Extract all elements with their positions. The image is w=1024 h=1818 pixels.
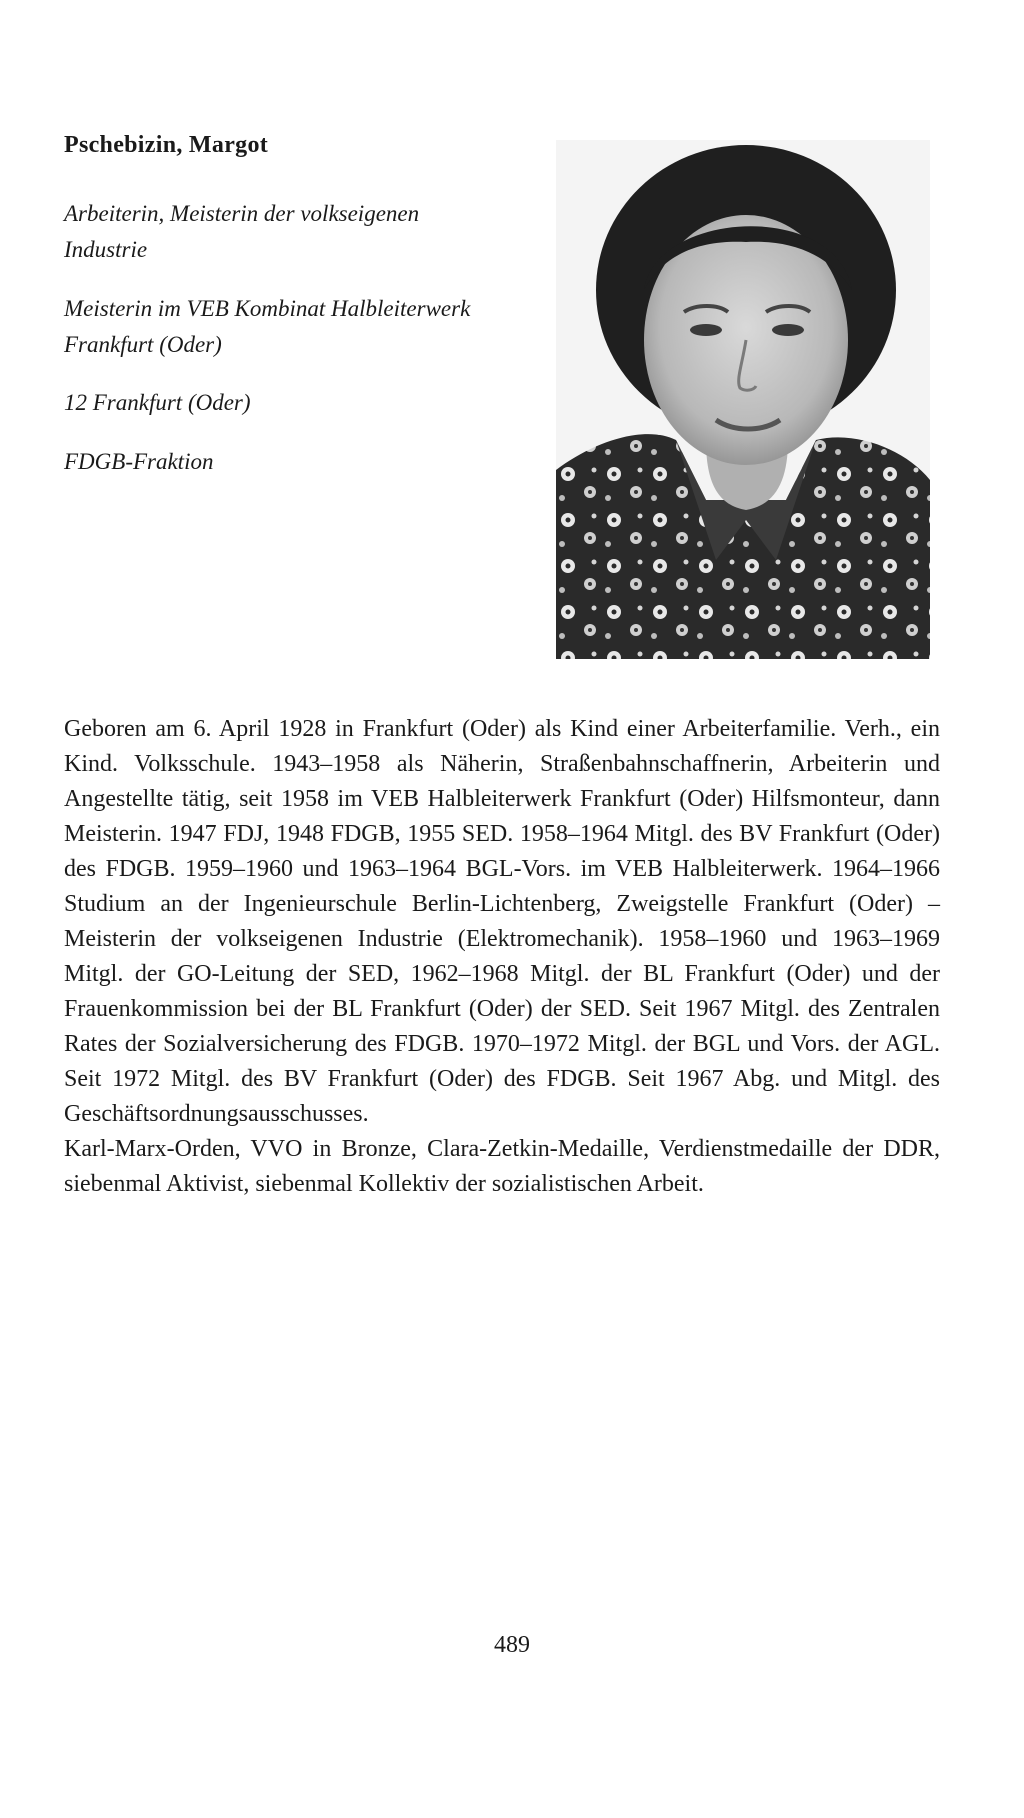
biography-text — [64, 712, 940, 1202]
biography-paragraph: Geboren am 6. April 1928 in Frankfurt (Oder) als Kind einer Arbeiterfamilie. Verh., ein Kind. Volksschule. 1943–1958 als Näherin, Straßenbahnschaffnerin, Arbeiterin und Angestellte tätig, seit 1958 im VEB Halbleiterwerk Frankfurt (Oder) Hilfsmonteur, dann Meisterin. 1947 FDJ, 1948 FDGB, 1955 SED. 1958–1964 Mitgl. des BV Frankfurt (Oder) des FDGB. 1959–1960 und 1963–1964 BGL-Vors. im VEB Halbleiterwerk. 1964–1966 Studium an der Ingenieurschule Berlin-Lichtenberg, Zweigstelle Frankfurt (Oder) – Meisterin der volkseigenen Industrie (Elektromechanik). 1958–1960 und 1963–1969 Mitgl. der GO-Leitung der SED, 1962–1968 Mitgl. der BL Frankfurt (Oder) und der Frauenkommission bei der BL Frankfurt (Oder) der SED. Seit 1967 Mitgl. des Zentralen Rates der Sozialversicherung des FDGB. 1970–1972 Mitgl. der BGL und Vors. der AGL. Seit 1972 Mitgl. des BV Frankfurt (Oder) des FDGB. Seit 1967 Abg. und Mitgl. des Geschäftsordnungsausschusses. — [64, 716, 940, 1127]
portrait-photo — [556, 140, 930, 659]
entry-district: 12 Frankfurt (Oder) — [64, 390, 251, 415]
portrait-illustration — [556, 140, 930, 659]
entry-occupation: Arbeiterin, Meisterin der volkseigenen Industrie — [64, 201, 420, 262]
entry-faction: FDGB-Fraktion — [64, 449, 214, 474]
page-number: 489 — [494, 1632, 530, 1658]
biography-paragraph: Karl-Marx-Orden, VVO in Bronze, Clara-Zetkin-Medaille, Verdienstmedaille der DDR, siebenmal Aktivist, siebenmal Kollektiv der sozialistischen Arbeit. — [64, 1136, 940, 1197]
entry-name: Pschebizin, Margot — [64, 132, 269, 158]
entry-position: Meisterin im VEB Kombinat Halbleiterwerk Frankfurt (Oder) — [64, 296, 471, 357]
